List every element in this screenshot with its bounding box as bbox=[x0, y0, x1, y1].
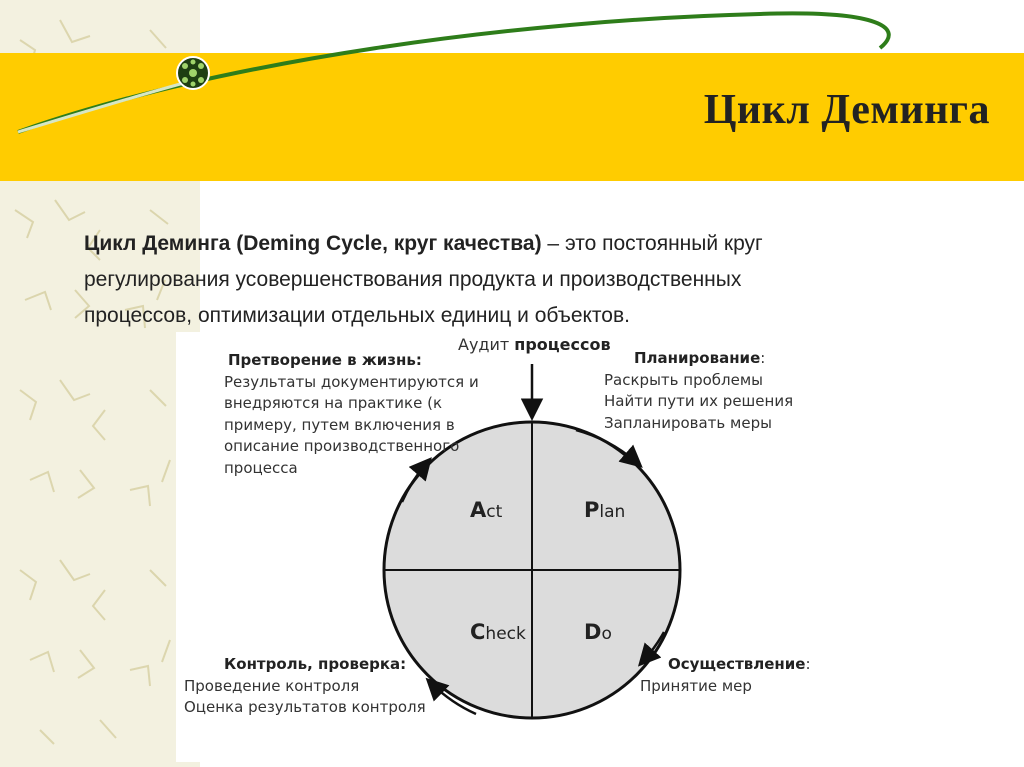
intro-term: Цикл Деминга (Deming Cycle, круг качества) bbox=[84, 232, 542, 255]
check-line: Проведение контроля bbox=[184, 676, 360, 695]
act-heading: Претворение в жизнь: bbox=[228, 351, 422, 369]
plan-heading-row bbox=[634, 348, 793, 370]
intro-line-1 bbox=[84, 226, 944, 262]
intro-line1-rest: – это постоянный круг bbox=[541, 232, 763, 255]
do-block bbox=[640, 654, 811, 697]
plan-line: Запланировать меры bbox=[604, 413, 772, 432]
swoosh-node-icon bbox=[177, 57, 209, 89]
do-heading-row bbox=[668, 654, 811, 676]
do-heading-suffix: : bbox=[805, 655, 811, 673]
swoosh-highlight bbox=[18, 80, 195, 132]
act-line: примеру, путем включения в bbox=[224, 415, 455, 434]
plan-initial: P bbox=[584, 498, 600, 522]
act-initial: A bbox=[470, 498, 487, 522]
act-line: внедряются на практике (к bbox=[224, 394, 442, 412]
check-block bbox=[184, 654, 426, 719]
act-block bbox=[224, 350, 479, 479]
plan-line: Раскрыть проблемы bbox=[604, 370, 763, 389]
intro-line-3: процессов, оптимизации отдельных единиц и объектов. bbox=[84, 304, 630, 327]
quadrant-do bbox=[584, 620, 612, 644]
do-line: Принятие мер bbox=[640, 676, 752, 695]
do-initial: D bbox=[584, 620, 602, 644]
do-heading: Осуществление bbox=[668, 655, 806, 673]
quadrant-act bbox=[470, 498, 502, 522]
check-heading: Контроль, проверка: bbox=[224, 655, 407, 673]
check-line: Оценка результатов контроля bbox=[184, 698, 426, 716]
act-line: Результаты документируются и bbox=[224, 372, 479, 391]
act-line: процесса bbox=[224, 458, 298, 477]
deming-diagram bbox=[176, 332, 836, 762]
quadrant-check bbox=[470, 620, 526, 644]
plan-heading-suffix: : bbox=[760, 349, 766, 367]
act-line: описание производственного bbox=[224, 437, 460, 455]
quadrant-plan bbox=[584, 498, 625, 522]
plan-line: Найти пути их решения bbox=[604, 392, 794, 410]
audit-prefix: Аудит bbox=[458, 335, 515, 354]
plan-rest: lan bbox=[599, 502, 626, 522]
audit-label bbox=[458, 334, 611, 356]
check-rest: heck bbox=[485, 624, 526, 644]
intro-line-2: регулирования усовершенствования продукта и производственных bbox=[84, 268, 742, 291]
slide-title: Цикл Деминга bbox=[703, 87, 990, 133]
check-initial: C bbox=[470, 620, 486, 644]
plan-heading: Планирование bbox=[634, 349, 761, 367]
act-rest: ct bbox=[486, 502, 503, 522]
plan-block bbox=[604, 348, 793, 434]
do-rest: o bbox=[601, 624, 612, 644]
audit-bold: процессов bbox=[514, 335, 611, 354]
intro-paragraph bbox=[84, 226, 944, 334]
